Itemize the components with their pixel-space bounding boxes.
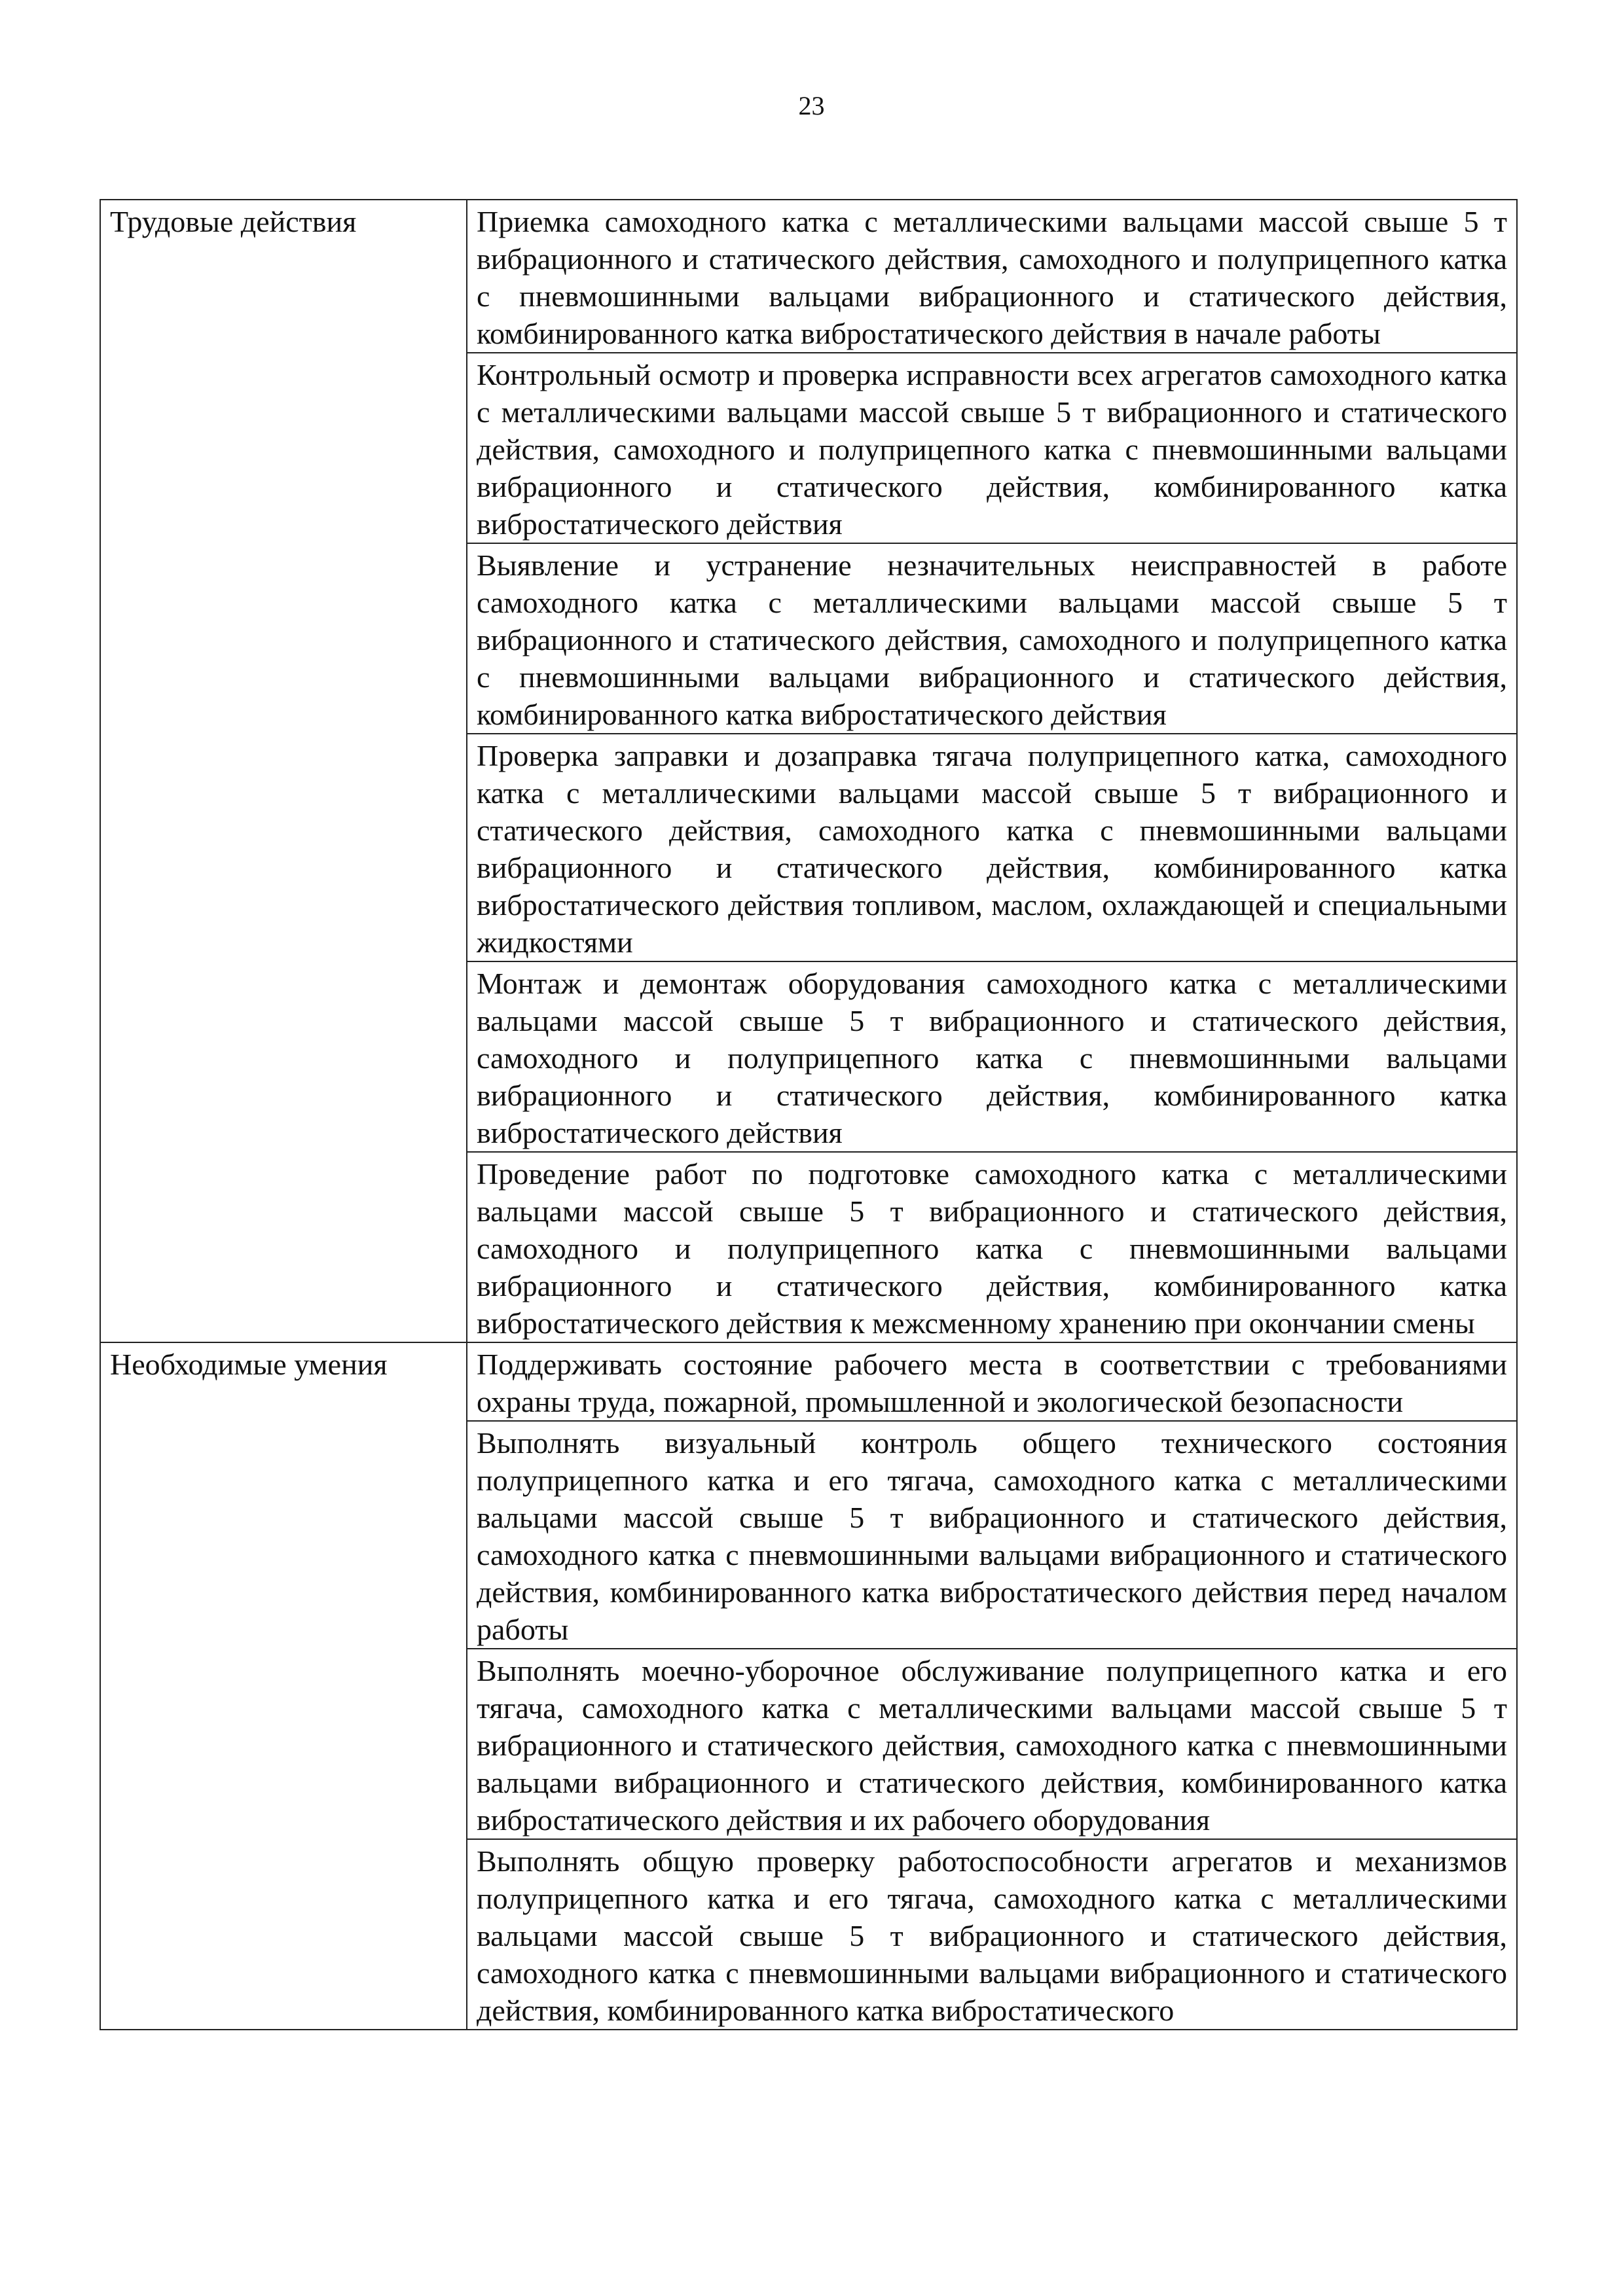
section-label-required-skills: Необходимые умения bbox=[100, 1342, 467, 2030]
table-cell: Выполнять моечно-уборочное обслуживание полуприцепного катка и его тягача, самоходного катка с металлическими вальцами массой свыше 5 т вибрационного и статического действия, самоходного катка с пневмошинными вальцами вибрационного и статического действия, комбинированного катка вибростатического действия и их рабочего оборудования bbox=[467, 1649, 1517, 1839]
table-cell: Выявление и устранение незначительных неисправностей в работе самоходного катка с металлическими вальцами массой свыше 5 т вибрационного и статического действия, самоходного и полуприцепного катка с пневмошинными вальцами вибрационного и статического действия, комбинированного катка вибростатического действия bbox=[467, 543, 1517, 734]
table-row bbox=[100, 200, 1517, 353]
table-row bbox=[100, 1342, 1517, 1421]
table-cell: Поддерживать состояние рабочего места в соответствии с требованиями охраны труда, пожарной, промышленной и экологической безопасности bbox=[467, 1342, 1517, 1421]
table-cell: Приемка самоходного катка с металлическими вальцами массой свыше 5 т вибрационного и статического действия, самоходного и полуприцепного катка с пневмошинными вальцами вибрационного и статического действия, комбинированного катка вибростатического действия в начале работы bbox=[467, 200, 1517, 353]
table-cell: Монтаж и демонтаж оборудования самоходного катка с металлическими вальцами массой свыше 5 т вибрационного и статического действия, самоходного и полуприцепного катка с пневмошинными вальцами вибрационного и статического действия, комбинированного катка вибростатического действия bbox=[467, 961, 1517, 1152]
table-cell: Выполнять визуальный контроль общего технического состояния полуприцепного катка и его тягача, самоходного катка с металлическими вальцами массой свыше 5 т вибрационного и статического действия, самоходного катка с пневмошинными вальцами вибрационного и статического действия, комбинированного катка вибростатического действия перед началом работы bbox=[467, 1421, 1517, 1649]
section-label-labor-actions: Трудовые действия bbox=[100, 200, 467, 1342]
page-number: 23 bbox=[798, 91, 825, 120]
table-cell: Контрольный осмотр и проверка исправности всех агрегатов самоходного катка с металлическими вальцами массой свыше 5 т вибрационного и статического действия, самоходного и полуприцепного катка с пневмошинными вальцами вибрационного и статического действия, комбинированного катка вибростатического действия bbox=[467, 353, 1517, 543]
table-cell: Выполнять общую проверку работоспособности агрегатов и механизмов полуприцепного катка и его тягача, самоходного катка с металлическими вальцами массой свыше 5 т вибрационного и статического действия, самоходного катка с пневмошинными вальцами вибрационного и статического действия, комбинированного катка вибростатического bbox=[467, 1839, 1517, 2030]
competency-table bbox=[100, 199, 1518, 2030]
table-cell: Проверка заправки и дозаправка тягача полуприцепного катка, самоходного катка с металлическими вальцами массой свыше 5 т вибрационного и статического действия, самоходного катка с пневмошинными вальцами вибрационного и статического действия, комбинированного катка вибростатического действия топливом, маслом, охлаждающей и специальными жидкостями bbox=[467, 734, 1517, 961]
table-cell: Проведение работ по подготовке самоходного катка с металлическими вальцами массой свыше 5 т вибрационного и статического действия, самоходного и полуприцепного катка с пневмошинными вальцами вибрационного и статического действия, комбинированного катка вибростатического действия к межсменному хранению при окончании смены bbox=[467, 1152, 1517, 1342]
